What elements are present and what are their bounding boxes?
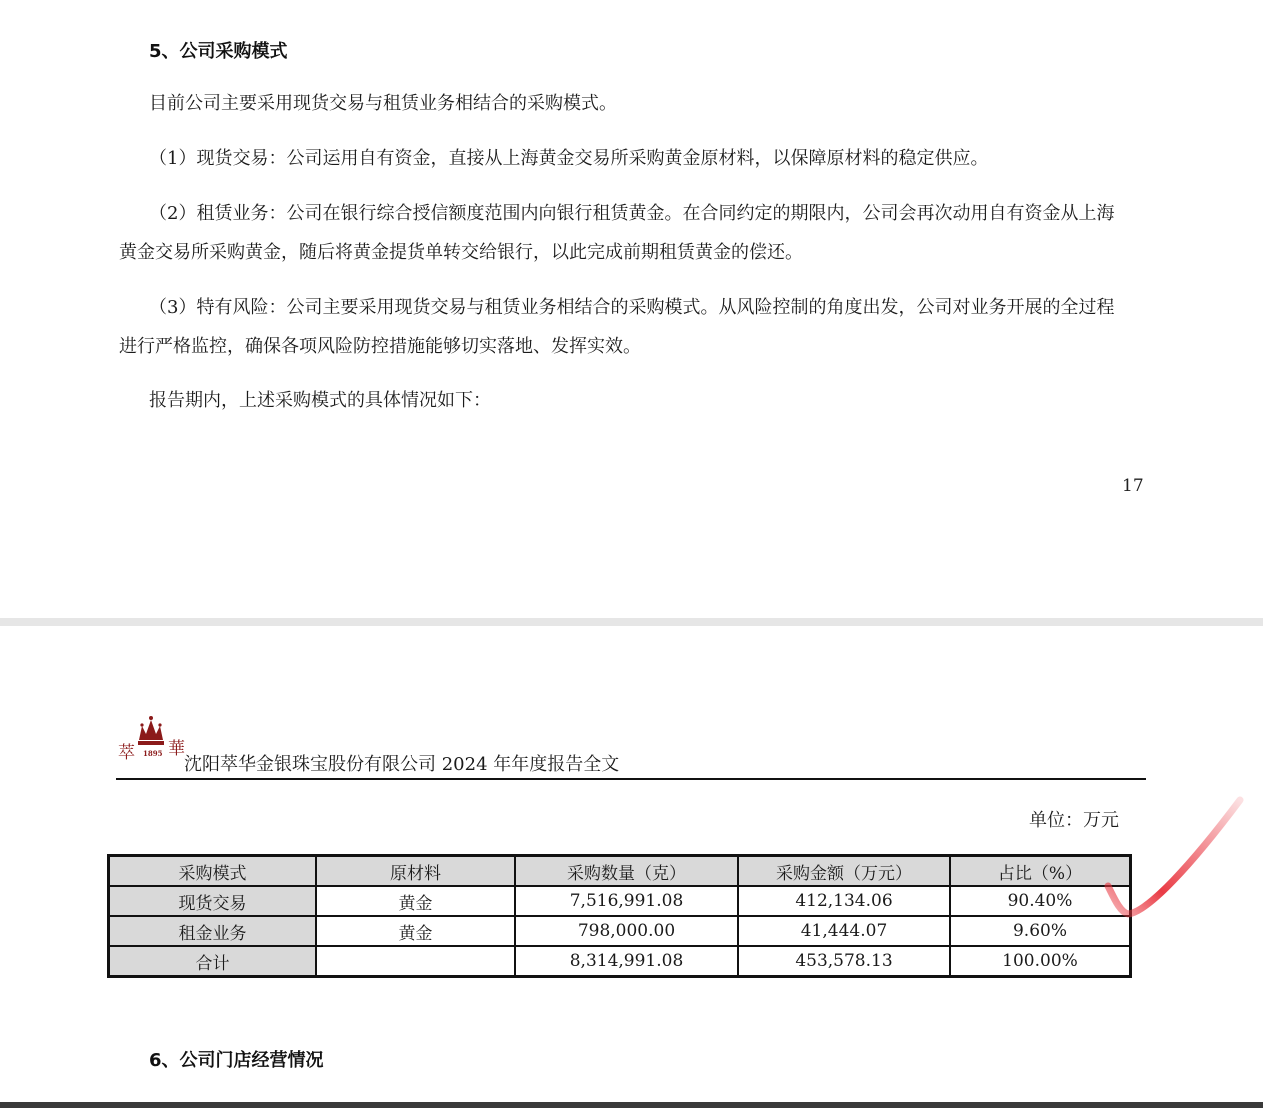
procurement-table-wrapper xyxy=(107,854,1132,978)
table-cell: 合计 xyxy=(109,946,317,977)
table-cell: 黄金 xyxy=(316,886,515,916)
paragraph-risk xyxy=(119,288,1129,366)
paragraph-intro xyxy=(119,84,1129,123)
column-header: 采购模式 xyxy=(109,856,317,887)
table-cell: 41,444.07 xyxy=(738,916,950,946)
paragraph-text: （1）现货交易：公司运用自有资金，直接从上海黄金交易所采购黄金原材料，以保障原材料的稳定供应。 xyxy=(149,148,989,169)
paragraph-summary xyxy=(119,381,1129,420)
report-header-title: 沈阳萃华金银珠宝股份有限公司 2024 年年度报告全文 xyxy=(184,754,620,775)
logo-year: 1895 xyxy=(143,749,163,758)
paragraph-text: （2）租赁业务：公司在银行综合授信额度范围内向银行租赁黄金。在合同约定的期限内，公司会再次动用自有资金从上海黄金交易所采购黄金，随后将黄金提货单转交给银行，以此完成前期租赁黄金的偿还。 xyxy=(119,203,1115,263)
paragraph-text: 报告期内，上述采购模式的具体情况如下： xyxy=(149,390,491,411)
document-page-bottom xyxy=(0,626,1263,1108)
column-header: 采购数量（克） xyxy=(515,856,738,887)
table-row xyxy=(109,916,1131,946)
column-header: 占比（%） xyxy=(950,856,1131,887)
paragraph-text: 目前公司主要采用现货交易与租赁业务相结合的采购模式。 xyxy=(149,93,617,114)
table-cell: 798,000.00 xyxy=(515,916,738,946)
page-separator xyxy=(0,618,1263,626)
logo-char-right: 華 xyxy=(168,739,185,759)
company-logo xyxy=(116,714,186,770)
red-checkmark-annotation xyxy=(1100,794,1250,924)
table-cell xyxy=(316,946,515,977)
section-heading-6: 6、公司门店经营情况 xyxy=(149,1050,324,1071)
section-heading-5: 5、公司采购模式 xyxy=(149,41,288,62)
crown-icon xyxy=(138,716,164,745)
table-cell: 8,314,991.08 xyxy=(515,946,738,977)
column-header: 采购金额（万元） xyxy=(738,856,950,887)
table-cell: 9.60% xyxy=(950,916,1131,946)
table-cell: 90.40% xyxy=(950,886,1131,916)
table-row-total xyxy=(109,946,1131,977)
table-header-row xyxy=(109,856,1131,887)
page-number: 17 xyxy=(1122,476,1144,496)
table-cell: 租金业务 xyxy=(109,916,317,946)
paragraph-text: （3）特有风险：公司主要采用现货交易与租赁业务相结合的采购模式。从风险控制的角度出发，公司对业务开展的全过程进行严格监控，确保各项风险防控措施能够切实落地、发挥实效。 xyxy=(119,297,1115,357)
paragraph-leasing xyxy=(119,194,1129,272)
table-cell: 现货交易 xyxy=(109,886,317,916)
table-cell: 453,578.13 xyxy=(738,946,950,977)
paragraph-spot-trading xyxy=(119,139,1129,178)
table-cell: 黄金 xyxy=(316,916,515,946)
table-cell: 100.00% xyxy=(950,946,1131,977)
viewer-bottom-bar xyxy=(0,1102,1263,1108)
procurement-table xyxy=(107,854,1132,978)
table-row xyxy=(109,886,1131,916)
unit-label: 单位：万元 xyxy=(1029,810,1119,831)
table-cell: 412,134.06 xyxy=(738,886,950,916)
logo-char-left: 萃 xyxy=(118,743,135,763)
header-divider xyxy=(116,778,1146,780)
column-header: 原材料 xyxy=(316,856,515,887)
table-cell: 7,516,991.08 xyxy=(515,886,738,916)
